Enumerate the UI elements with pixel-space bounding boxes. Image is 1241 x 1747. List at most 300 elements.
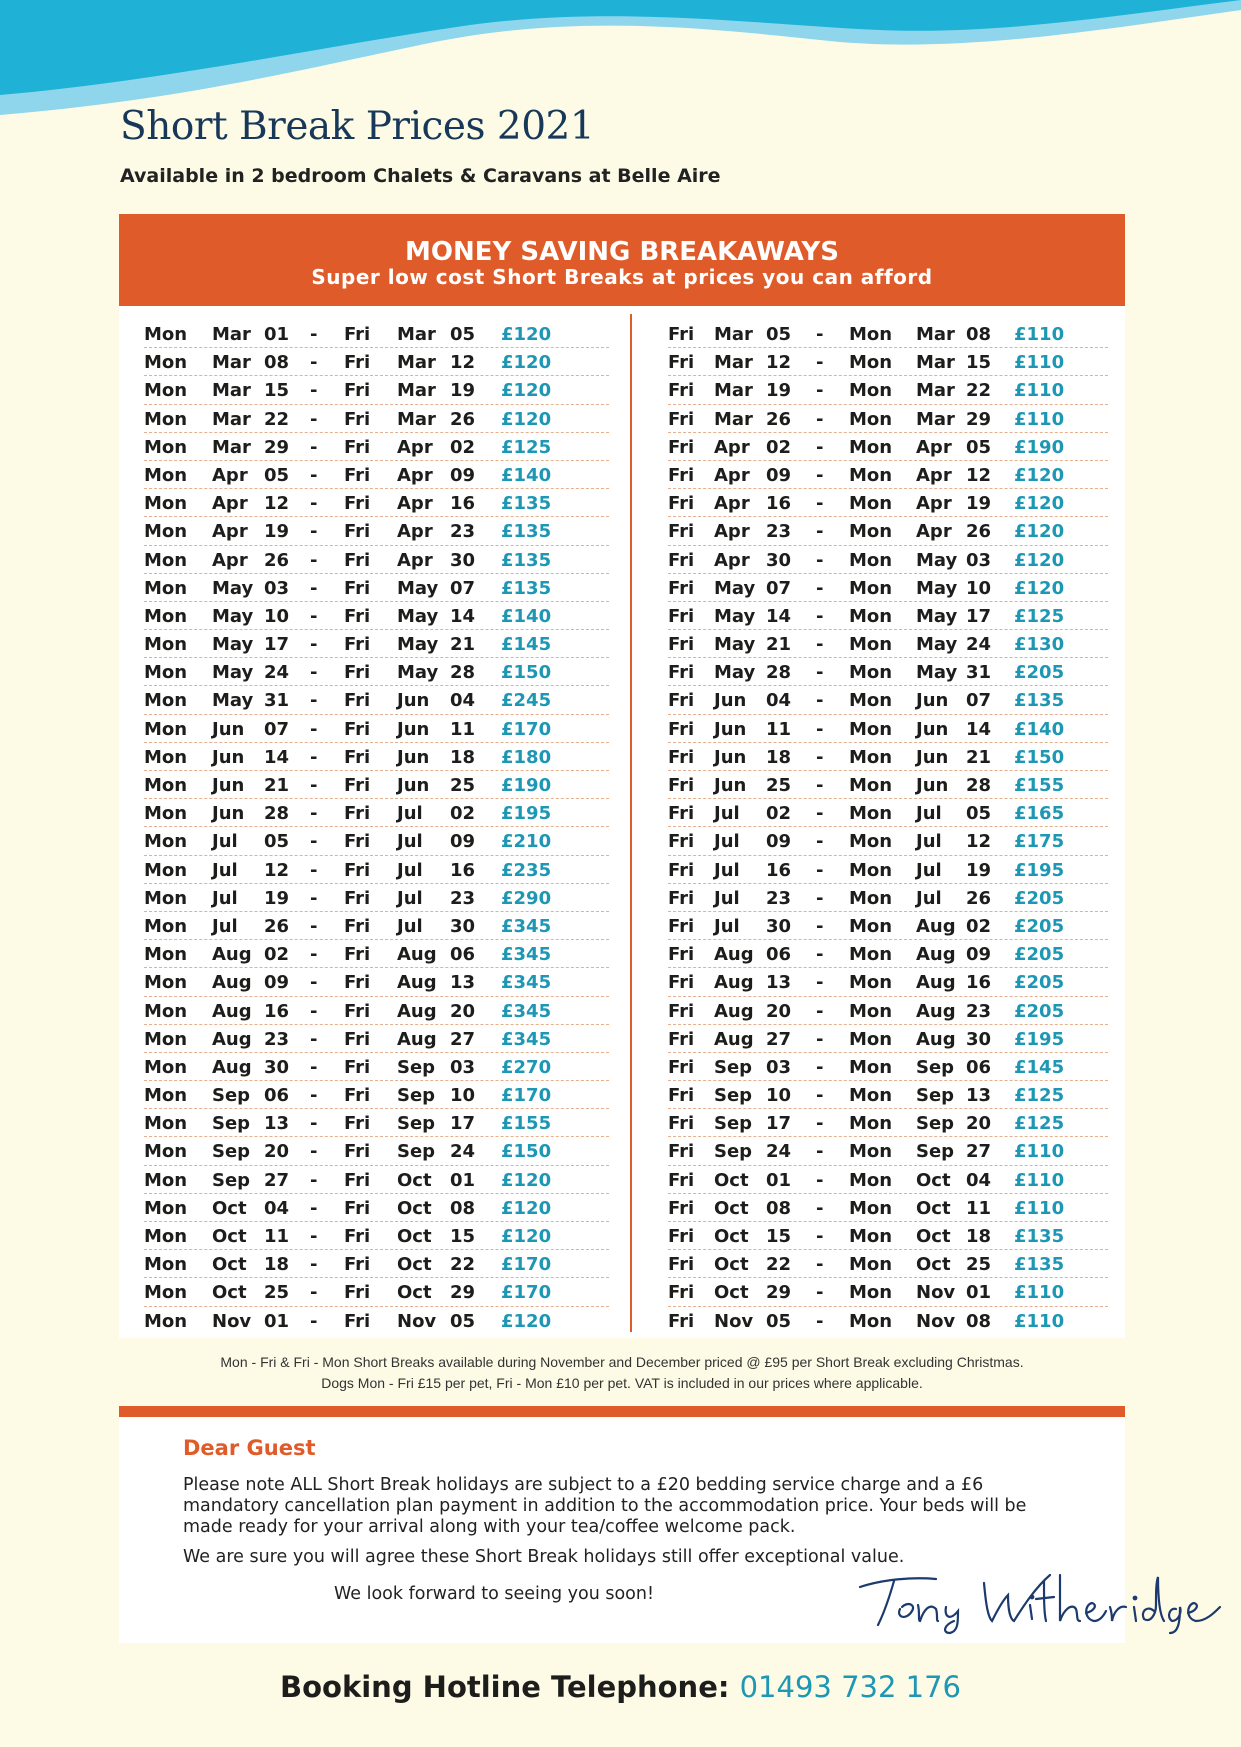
end-month: Aug bbox=[916, 915, 956, 937]
end-day: Mon bbox=[849, 408, 893, 430]
start-day: Fri bbox=[668, 859, 695, 881]
end-month: Sep bbox=[397, 1056, 436, 1078]
end-date: 30 bbox=[450, 549, 476, 571]
end-day: Fri bbox=[344, 521, 371, 543]
table-row bbox=[144, 489, 609, 517]
end-day: Fri bbox=[344, 380, 371, 402]
end-month: Sep bbox=[916, 1113, 955, 1135]
end-date: 11 bbox=[450, 718, 476, 740]
table-row bbox=[144, 517, 609, 545]
end-month: May bbox=[916, 605, 958, 627]
start-date: 30 bbox=[264, 1056, 290, 1078]
end-month: Oct bbox=[397, 1169, 432, 1191]
table-row bbox=[144, 771, 609, 799]
price: £125 bbox=[1014, 605, 1065, 627]
start-month: Jul bbox=[714, 887, 740, 909]
start-date: 29 bbox=[766, 1282, 792, 1304]
price: £170 bbox=[501, 1282, 552, 1304]
start-day: Fri bbox=[668, 1056, 695, 1078]
end-day: Fri bbox=[344, 662, 371, 684]
end-date: 06 bbox=[966, 1056, 992, 1078]
separator: - bbox=[310, 352, 318, 374]
end-day: Fri bbox=[344, 352, 371, 374]
price: £155 bbox=[501, 1113, 552, 1135]
start-date: 05 bbox=[264, 464, 290, 486]
end-month: Aug bbox=[916, 1000, 956, 1022]
start-month: Oct bbox=[212, 1197, 247, 1219]
start-day: Mon bbox=[144, 972, 188, 994]
start-day: Mon bbox=[144, 662, 188, 684]
separator: - bbox=[310, 324, 318, 345]
separator: - bbox=[310, 1197, 318, 1219]
separator: - bbox=[310, 887, 318, 909]
start-date: 01 bbox=[264, 1310, 290, 1332]
start-month: Aug bbox=[212, 1056, 252, 1078]
table-row bbox=[144, 1053, 609, 1081]
end-day: Fri bbox=[344, 1254, 371, 1276]
table-row bbox=[668, 1053, 1108, 1081]
separator: - bbox=[816, 803, 824, 825]
separator: - bbox=[310, 944, 318, 966]
table-row bbox=[668, 405, 1108, 433]
end-day: Fri bbox=[344, 915, 371, 937]
start-date: 16 bbox=[766, 859, 792, 881]
start-day: Fri bbox=[668, 972, 695, 994]
start-month: Nov bbox=[212, 1310, 252, 1332]
price: £150 bbox=[501, 662, 552, 684]
start-day: Mon bbox=[144, 690, 188, 712]
start-month: Aug bbox=[714, 972, 754, 994]
table-row bbox=[144, 799, 609, 827]
start-date: 06 bbox=[264, 1085, 290, 1107]
start-month: Jun bbox=[714, 718, 747, 740]
end-month: Jun bbox=[397, 690, 430, 712]
start-date: 02 bbox=[766, 803, 792, 825]
price: £195 bbox=[501, 803, 552, 825]
separator: - bbox=[816, 859, 824, 881]
separator: - bbox=[310, 605, 318, 627]
end-day: Mon bbox=[849, 831, 893, 853]
end-month: Nov bbox=[916, 1310, 956, 1332]
end-date: 21 bbox=[450, 634, 476, 656]
table-row bbox=[668, 517, 1108, 545]
end-date: 27 bbox=[966, 1141, 992, 1163]
price: £170 bbox=[501, 718, 552, 740]
end-day: Fri bbox=[344, 1113, 371, 1135]
price: £345 bbox=[501, 1000, 552, 1022]
end-date: 19 bbox=[966, 493, 992, 515]
table-row bbox=[668, 1025, 1108, 1053]
end-date: 17 bbox=[966, 605, 992, 627]
end-day: Fri bbox=[344, 690, 371, 712]
end-day: Mon bbox=[849, 775, 893, 796]
end-day: Fri bbox=[344, 1085, 371, 1107]
end-date: 16 bbox=[966, 972, 992, 994]
end-month: Apr bbox=[916, 464, 952, 486]
end-date: 08 bbox=[966, 1310, 992, 1332]
start-day: Mon bbox=[144, 1056, 188, 1078]
separator: - bbox=[816, 718, 824, 740]
end-day: Mon bbox=[849, 1282, 893, 1304]
start-day: Mon bbox=[144, 803, 188, 825]
table-row bbox=[668, 433, 1108, 461]
end-month: Jun bbox=[397, 775, 430, 796]
table-row bbox=[668, 856, 1108, 884]
start-month: Oct bbox=[212, 1254, 247, 1276]
end-day: Fri bbox=[344, 775, 371, 796]
table-row bbox=[668, 771, 1108, 799]
start-date: 12 bbox=[766, 352, 792, 374]
start-month: Sep bbox=[212, 1169, 251, 1191]
table-row bbox=[144, 1109, 609, 1137]
end-date: 04 bbox=[966, 1169, 992, 1191]
start-date: 08 bbox=[766, 1197, 792, 1219]
end-day: Fri bbox=[344, 634, 371, 656]
table-row bbox=[144, 1166, 609, 1194]
end-date: 30 bbox=[966, 1028, 992, 1050]
end-date: 02 bbox=[450, 803, 476, 825]
table-row bbox=[144, 715, 609, 743]
start-month: May bbox=[212, 577, 254, 599]
table-row bbox=[668, 997, 1108, 1025]
separator: - bbox=[816, 915, 824, 937]
end-day: Fri bbox=[344, 436, 371, 458]
price: £135 bbox=[501, 521, 552, 543]
start-day: Mon bbox=[144, 1226, 188, 1247]
end-month: Jun bbox=[916, 718, 949, 740]
price: £150 bbox=[1014, 746, 1065, 768]
start-day: Fri bbox=[668, 944, 695, 966]
end-day: Mon bbox=[849, 1254, 893, 1276]
price: £120 bbox=[501, 1226, 552, 1247]
start-month: Apr bbox=[212, 549, 248, 571]
start-month: Jul bbox=[212, 915, 238, 937]
start-date: 23 bbox=[264, 1028, 290, 1050]
separator: - bbox=[816, 1056, 824, 1078]
end-date: 13 bbox=[966, 1085, 992, 1107]
end-month: Nov bbox=[916, 1282, 956, 1304]
table-row bbox=[144, 1194, 609, 1222]
start-month: Mar bbox=[714, 324, 753, 345]
end-day: Mon bbox=[849, 1028, 893, 1050]
end-month: May bbox=[397, 577, 439, 599]
start-month: Sep bbox=[212, 1141, 251, 1163]
start-date: 19 bbox=[264, 887, 290, 909]
start-month: Aug bbox=[714, 1000, 754, 1022]
end-month: Apr bbox=[397, 493, 433, 515]
start-date: 23 bbox=[766, 521, 792, 543]
start-date: 24 bbox=[264, 662, 290, 684]
table-row bbox=[144, 1250, 609, 1278]
start-month: Aug bbox=[212, 944, 252, 966]
end-month: Jul bbox=[397, 887, 423, 909]
table-row bbox=[668, 1250, 1108, 1278]
start-date: 09 bbox=[766, 831, 792, 853]
end-month: Sep bbox=[916, 1056, 955, 1078]
start-day: Mon bbox=[144, 521, 188, 543]
end-date: 19 bbox=[450, 380, 476, 402]
end-month: Aug bbox=[397, 972, 437, 994]
end-month: May bbox=[916, 577, 958, 599]
start-date: 07 bbox=[766, 577, 792, 599]
price: £205 bbox=[1014, 944, 1065, 966]
end-month: Jun bbox=[397, 746, 430, 768]
price: £110 bbox=[1014, 380, 1065, 402]
end-date: 29 bbox=[450, 1282, 476, 1304]
end-day: Mon bbox=[849, 577, 893, 599]
separator: - bbox=[310, 1056, 318, 1078]
separator: - bbox=[816, 1226, 824, 1247]
start-month: Oct bbox=[714, 1226, 749, 1247]
start-day: Fri bbox=[668, 493, 695, 515]
price: £135 bbox=[501, 493, 552, 515]
end-day: Fri bbox=[344, 1056, 371, 1078]
separator: - bbox=[310, 1113, 318, 1135]
table-row bbox=[144, 602, 609, 630]
separator: - bbox=[816, 662, 824, 684]
start-date: 20 bbox=[766, 1000, 792, 1022]
end-date: 02 bbox=[966, 915, 992, 937]
start-day: Fri bbox=[668, 1226, 695, 1247]
price: £120 bbox=[1014, 493, 1065, 515]
start-day: Mon bbox=[144, 1141, 188, 1163]
start-day: Mon bbox=[144, 464, 188, 486]
end-month: Aug bbox=[397, 1028, 437, 1050]
separator: - bbox=[816, 775, 824, 796]
price: £245 bbox=[501, 690, 552, 712]
fri-mon-table bbox=[668, 320, 1108, 1335]
end-date: 23 bbox=[450, 521, 476, 543]
start-day: Mon bbox=[144, 831, 188, 853]
price: £110 bbox=[1014, 1141, 1065, 1163]
end-month: Jul bbox=[397, 915, 423, 937]
end-month: Oct bbox=[397, 1282, 432, 1304]
start-day: Mon bbox=[144, 1000, 188, 1022]
separator: - bbox=[816, 887, 824, 909]
start-month: May bbox=[714, 634, 756, 656]
start-day: Fri bbox=[668, 1085, 695, 1107]
end-day: Mon bbox=[849, 1310, 893, 1332]
price: £125 bbox=[501, 436, 552, 458]
end-month: May bbox=[397, 662, 439, 684]
end-date: 13 bbox=[450, 972, 476, 994]
end-date: 01 bbox=[966, 1282, 992, 1304]
start-day: Mon bbox=[144, 718, 188, 740]
start-month: May bbox=[714, 605, 756, 627]
start-day: Mon bbox=[144, 605, 188, 627]
end-date: 15 bbox=[966, 352, 992, 374]
price: £205 bbox=[1014, 662, 1065, 684]
start-month: Mar bbox=[212, 324, 251, 345]
separator: - bbox=[310, 634, 318, 656]
start-month: May bbox=[212, 605, 254, 627]
end-date: 10 bbox=[966, 577, 992, 599]
end-month: Oct bbox=[397, 1254, 432, 1276]
end-day: Mon bbox=[849, 887, 893, 909]
end-day: Mon bbox=[849, 549, 893, 571]
start-day: Mon bbox=[144, 1113, 188, 1135]
start-month: Jun bbox=[212, 718, 245, 740]
end-date: 08 bbox=[966, 324, 992, 345]
start-month: May bbox=[714, 662, 756, 684]
end-month: Apr bbox=[916, 436, 952, 458]
end-date: 29 bbox=[966, 408, 992, 430]
end-day: Mon bbox=[849, 1085, 893, 1107]
end-date: 09 bbox=[450, 831, 476, 853]
footnote bbox=[119, 1352, 1125, 1394]
end-month: Jun bbox=[397, 718, 430, 740]
start-date: 26 bbox=[766, 408, 792, 430]
end-month: Jul bbox=[916, 831, 942, 853]
start-month: Nov bbox=[714, 1310, 754, 1332]
start-day: Mon bbox=[144, 944, 188, 966]
price: £110 bbox=[1014, 1310, 1065, 1332]
start-date: 24 bbox=[766, 1141, 792, 1163]
start-date: 04 bbox=[264, 1197, 290, 1219]
banner bbox=[119, 214, 1125, 306]
end-month: Aug bbox=[397, 944, 437, 966]
end-date: 16 bbox=[450, 859, 476, 881]
table-row bbox=[144, 1222, 609, 1250]
price: £290 bbox=[501, 887, 552, 909]
price: £120 bbox=[501, 324, 552, 345]
start-day: Fri bbox=[668, 690, 695, 712]
end-day: Fri bbox=[344, 577, 371, 599]
table-row bbox=[144, 1307, 609, 1335]
start-day: Fri bbox=[668, 1141, 695, 1163]
end-date: 17 bbox=[450, 1113, 476, 1135]
end-month: Oct bbox=[916, 1169, 951, 1191]
table-row bbox=[668, 658, 1108, 686]
table-row bbox=[144, 884, 609, 912]
table-row bbox=[144, 968, 609, 996]
table-row bbox=[668, 320, 1108, 348]
table-row bbox=[144, 348, 609, 376]
start-date: 13 bbox=[264, 1113, 290, 1135]
price: £155 bbox=[1014, 775, 1065, 796]
letter-paragraph-2: We are sure you will agree these Short Break holidays still offer exceptional value. bbox=[183, 1547, 905, 1567]
separator: - bbox=[816, 972, 824, 994]
price: £120 bbox=[501, 380, 552, 402]
end-date: 23 bbox=[450, 887, 476, 909]
separator: - bbox=[310, 1254, 318, 1276]
start-day: Mon bbox=[144, 1282, 188, 1304]
table-row bbox=[668, 715, 1108, 743]
start-date: 05 bbox=[766, 324, 792, 345]
price: £135 bbox=[501, 549, 552, 571]
end-date: 03 bbox=[966, 549, 992, 571]
end-month: Oct bbox=[397, 1197, 432, 1219]
end-day: Fri bbox=[344, 1000, 371, 1022]
hotline-number[interactable]: 01493 732 176 bbox=[739, 1670, 961, 1704]
price: £120 bbox=[501, 408, 552, 430]
start-date: 01 bbox=[264, 324, 290, 345]
start-day: Fri bbox=[668, 1310, 695, 1332]
end-date: 18 bbox=[450, 746, 476, 768]
end-date: 21 bbox=[966, 746, 992, 768]
price: £345 bbox=[501, 1028, 552, 1050]
table-row bbox=[668, 376, 1108, 404]
start-month: May bbox=[212, 690, 254, 712]
end-date: 18 bbox=[966, 1226, 992, 1247]
price: £140 bbox=[501, 605, 552, 627]
separator: - bbox=[310, 775, 318, 796]
end-day: Mon bbox=[849, 746, 893, 768]
end-month: Apr bbox=[397, 464, 433, 486]
start-date: 03 bbox=[264, 577, 290, 599]
price: £140 bbox=[1014, 718, 1065, 740]
end-month: Apr bbox=[397, 436, 433, 458]
start-month: Aug bbox=[212, 1000, 252, 1022]
start-date: 17 bbox=[264, 634, 290, 656]
separator: - bbox=[310, 972, 318, 994]
guest-letter bbox=[119, 1417, 1125, 1643]
start-day: Fri bbox=[668, 380, 695, 402]
start-date: 22 bbox=[264, 408, 290, 430]
start-month: Oct bbox=[212, 1226, 247, 1247]
end-day: Mon bbox=[849, 493, 893, 515]
separator: - bbox=[816, 1113, 824, 1135]
start-date: 31 bbox=[264, 690, 290, 712]
start-day: Mon bbox=[144, 324, 188, 345]
start-month: Jul bbox=[714, 803, 740, 825]
start-date: 21 bbox=[264, 775, 290, 796]
table-row bbox=[144, 433, 609, 461]
end-month: Aug bbox=[397, 1000, 437, 1022]
start-month: Apr bbox=[212, 521, 248, 543]
table-row bbox=[668, 574, 1108, 602]
start-day: Fri bbox=[668, 577, 695, 599]
separator: - bbox=[816, 1197, 824, 1219]
end-month: May bbox=[397, 605, 439, 627]
table-row bbox=[144, 1137, 609, 1165]
table-row bbox=[668, 1166, 1108, 1194]
separator: - bbox=[310, 1282, 318, 1304]
end-day: Mon bbox=[849, 718, 893, 740]
table-row bbox=[144, 376, 609, 404]
start-day: Fri bbox=[668, 436, 695, 458]
table-divider bbox=[630, 314, 632, 1332]
end-day: Fri bbox=[344, 324, 371, 345]
start-month: Sep bbox=[714, 1141, 753, 1163]
table-row bbox=[144, 686, 609, 714]
price: £110 bbox=[1014, 1169, 1065, 1191]
end-day: Fri bbox=[344, 1197, 371, 1219]
end-month: Jul bbox=[397, 859, 423, 881]
table-row bbox=[144, 912, 609, 940]
separator: - bbox=[310, 408, 318, 430]
end-day: Mon bbox=[849, 1141, 893, 1163]
price: £110 bbox=[1014, 1282, 1065, 1304]
separator: - bbox=[310, 1226, 318, 1247]
separator: - bbox=[816, 464, 824, 486]
start-day: Mon bbox=[144, 436, 188, 458]
table-row bbox=[144, 1081, 609, 1109]
start-date: 12 bbox=[264, 859, 290, 881]
table-row bbox=[668, 1307, 1108, 1335]
end-date: 19 bbox=[966, 859, 992, 881]
banner-subheading: Super low cost Short Breaks at prices you can afford bbox=[311, 265, 933, 289]
price-table bbox=[119, 306, 1125, 1338]
table-row bbox=[668, 799, 1108, 827]
start-day: Mon bbox=[144, 775, 188, 796]
separator: - bbox=[816, 634, 824, 656]
start-month: Sep bbox=[714, 1085, 753, 1107]
price: £125 bbox=[1014, 1085, 1065, 1107]
start-month: May bbox=[212, 634, 254, 656]
start-day: Mon bbox=[144, 634, 188, 656]
end-month: Sep bbox=[916, 1141, 955, 1163]
